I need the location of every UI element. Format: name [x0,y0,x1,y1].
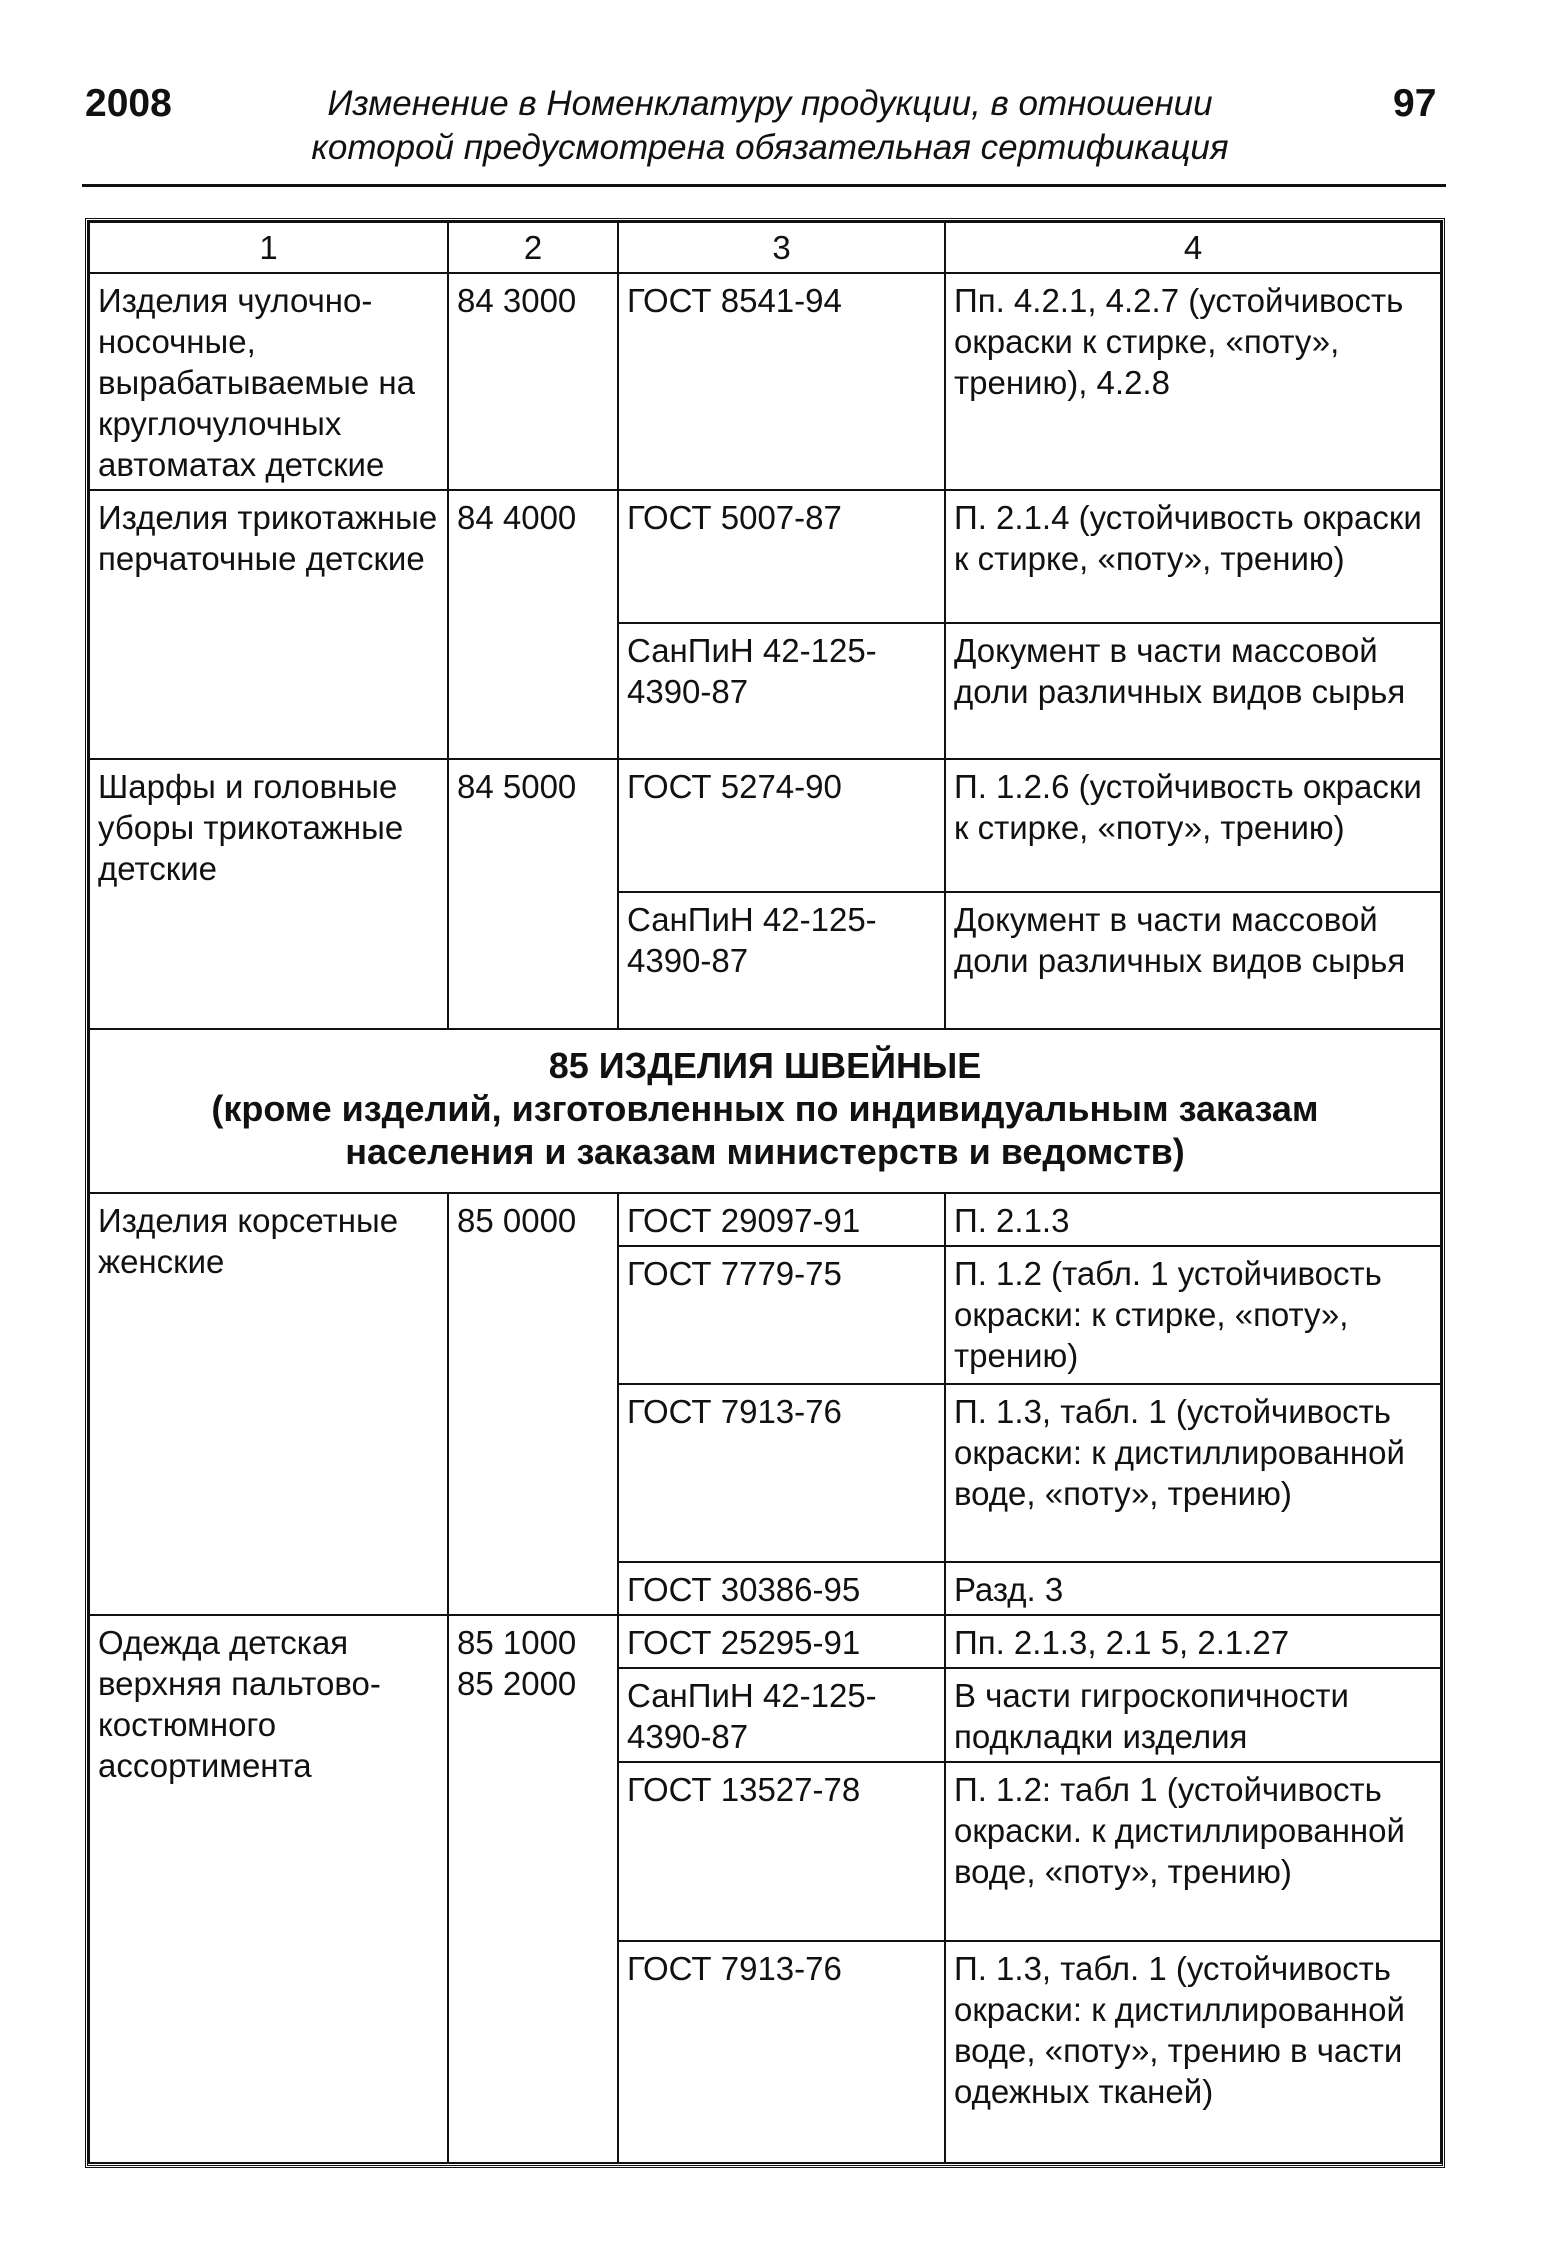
standard-cell: ГОСТ 7779-75 [618,1246,945,1384]
standard-cell: ГОСТ 29097-91 [618,1193,945,1246]
standard-cell: ГОСТ 8541-94 [618,273,945,490]
product-name-cell: Шарфы и головные уборы трикотажные детские [89,759,448,1029]
header-divider [82,184,1446,187]
standard-cell: ГОСТ 7913-76 [618,1384,945,1562]
requirement-cell: П. 1.3, табл. 1 (устойчивость окраски: к дистиллированной воде, «поту», трению в части одежных тканей) [945,1941,1441,2163]
requirement-cell: П. 1.2.6 (устойчивость окраски к стирке, «поту», трению) [945,759,1441,892]
standard-cell: ГОСТ 25295-91 [618,1615,945,1668]
requirement-cell: Пп. 4.2.1, 4.2.7 (устойчивость окраски к стирке, «поту», трению), 4.2.8 [945,273,1441,490]
product-code-cell: 85 1000 85 2000 [448,1615,618,2163]
column-header-3: 3 [618,222,945,273]
product-code-cell: 84 4000 [448,490,618,759]
header-title [200,82,1340,170]
section-heading-line1: 85 ИЗДЕЛИЯ ШВЕЙНЫЕ [548,1045,982,1086]
requirement-cell: П. 1.2: табл 1 (устойчивость окраски. к дистиллированной воде, «поту», трению) [945,1762,1441,1941]
product-name-cell: Изделия чулочно-носочные, вырабатываемые на круглочулочных автоматах детские [89,273,448,490]
standard-cell: ГОСТ 30386-95 [618,1562,945,1615]
product-name-cell: Изделия трикотажные перчаточные детские [89,490,448,759]
product-code-cell: 85 0000 [448,1193,618,1615]
requirement-cell: П. 2.1.3 [945,1193,1441,1246]
standard-cell: СанПиН 42-125-4390-87 [618,623,945,759]
standard-cell: ГОСТ 7913-76 [618,1941,945,2163]
table-row [89,759,1441,892]
product-code-cell: 84 5000 [448,759,618,1029]
requirement-cell: Пп. 2.1.3, 2.1 5, 2.1.27 [945,1615,1441,1668]
certification-grid [88,221,1442,2164]
standard-cell: ГОСТ 5274-90 [618,759,945,892]
section-heading-line2: (кроме изделий, изготовленных по индивидуальным заказам [211,1088,1319,1129]
requirement-cell: Разд. 3 [945,1562,1441,1615]
standard-cell: ГОСТ 5007-87 [618,490,945,623]
table-row [89,490,1441,623]
column-header-2: 2 [448,222,618,273]
header-title-line2: которой предусмотрена обязательная сертификация [311,128,1229,167]
header-title-line1: Изменение в Номенклатуру продукции, в отношении [327,84,1213,123]
standard-cell: СанПиН 42-125-4390-87 [618,892,945,1029]
certification-table [85,218,1445,2168]
column-header-1: 1 [89,222,448,273]
section-heading [89,1029,1441,1193]
product-name-cell: Одежда детская верхняя пальтово-костюмного ассортимента [89,1615,448,2163]
column-header-4: 4 [945,222,1441,273]
table-row [89,1615,1441,1668]
page-number: 97 [1393,82,1437,125]
table-row [89,1193,1441,1246]
requirement-cell: В части гигроскопичности подкладки изделия [945,1668,1441,1762]
standard-cell: ГОСТ 13527-78 [618,1762,945,1941]
section-heading-row [89,1029,1441,1193]
requirement-cell: П. 2.1.4 (устойчивость окраски к стирке, «поту», трению) [945,490,1441,623]
requirement-cell: Документ в части массовой доли различных видов сырья [945,892,1441,1029]
section-heading-line3: населения и заказам министерств и ведомств) [345,1131,1185,1172]
requirement-cell: П. 1.3, табл. 1 (устойчивость окраски: к дистиллированной воде, «поту», трению) [945,1384,1441,1562]
standard-cell: СанПиН 42-125-4390-87 [618,1668,945,1762]
header-year: 2008 [85,82,172,125]
requirement-cell: П. 1.2 (табл. 1 устойчивость окраски: к стирке, «поту», трению) [945,1246,1441,1384]
table-row [89,273,1441,490]
product-code-cell: 84 3000 [448,273,618,490]
requirement-cell: Документ в части массовой доли различных видов сырья [945,623,1441,759]
column-header-row [89,222,1441,273]
product-name-cell: Изделия корсетные женские [89,1193,448,1615]
